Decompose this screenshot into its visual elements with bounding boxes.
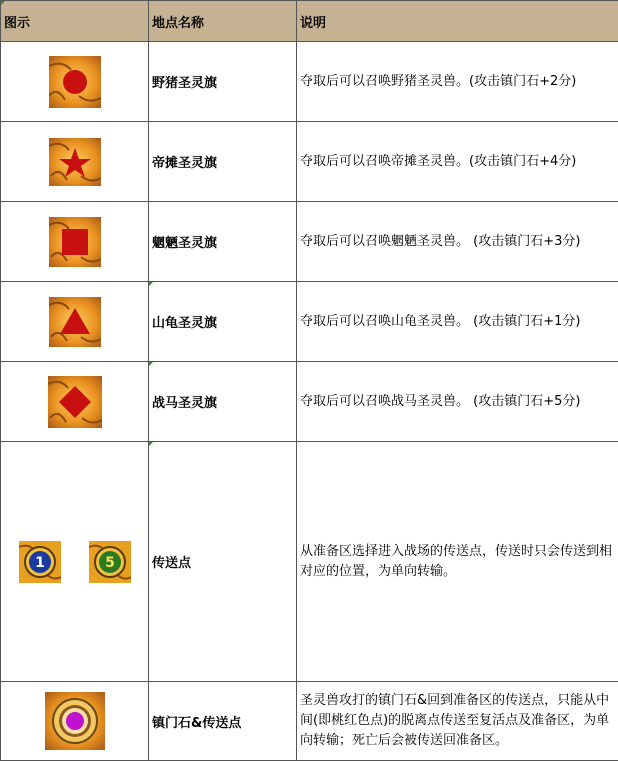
place-name-text: 山龟圣灵旗 — [152, 316, 218, 331]
table-row — [1, 682, 618, 761]
table-row — [1, 202, 618, 282]
place-name: 魍魉圣灵旗 — [149, 202, 297, 282]
svg-text:5: 5 — [104, 554, 115, 571]
place-desc: 圣灵兽攻打的镇门石&回到准备区的传送点，只能从中间(即桃红色点)的脱离点传送至复活点及准备区，为单向转输；死亡后会被传送回准备区。 — [297, 682, 618, 761]
place-desc: 夺取后可以召唤魍魉圣灵兽。 (攻击镇门石+3分) — [297, 202, 618, 282]
header-desc: 说明 — [297, 1, 618, 42]
table-row — [1, 442, 618, 682]
place-desc: 夺取后可以召唤帝摊圣灵兽。(攻击镇门石+4分) — [297, 122, 618, 202]
gate-stone-icon — [45, 692, 105, 750]
place-desc: 夺取后可以召唤山龟圣灵兽。 (攻击镇门石+1分) — [297, 282, 618, 362]
place-name-text: 战马圣灵旗 — [152, 396, 218, 411]
corner-mark — [149, 282, 153, 286]
teleport-1-icon — [19, 541, 61, 583]
teleport-icons — [1, 541, 148, 583]
place-desc: 从准备区选择进入战场的传送点，传送时只会传送到相对应的位置，为单向转输。 — [297, 442, 618, 682]
place-name: 野猪圣灵旗 — [149, 42, 297, 122]
square-flag-icon — [49, 217, 101, 267]
corner-mark — [149, 442, 153, 446]
place-name-text: 传送点 — [152, 556, 192, 571]
table-row — [1, 282, 618, 362]
table-row — [1, 42, 618, 122]
triangle-flag-icon — [49, 297, 101, 347]
table-row — [1, 362, 618, 442]
header-icon: 图示 — [1, 1, 149, 42]
svg-text:1: 1 — [34, 554, 45, 571]
place-name: 帝摊圣灵旗 — [149, 122, 297, 202]
corner-mark — [149, 362, 153, 366]
table-row — [1, 122, 618, 202]
table-header-row — [1, 1, 618, 42]
diamond-flag-icon — [48, 376, 102, 428]
place-name — [149, 282, 297, 362]
place-name — [149, 442, 297, 682]
header-name: 地点名称 — [149, 1, 297, 42]
place-desc: 夺取后可以召唤战马圣灵兽。 (攻击镇门石+5分) — [297, 362, 618, 442]
star-flag-icon — [49, 138, 101, 186]
circle-flag-icon — [49, 56, 101, 108]
place-name — [149, 362, 297, 442]
teleport-5-icon — [89, 541, 131, 583]
place-desc: 夺取后可以召唤野猪圣灵兽。(攻击镇门石+2分) — [297, 42, 618, 122]
place-name: 镇门石&传送点 — [149, 682, 297, 761]
